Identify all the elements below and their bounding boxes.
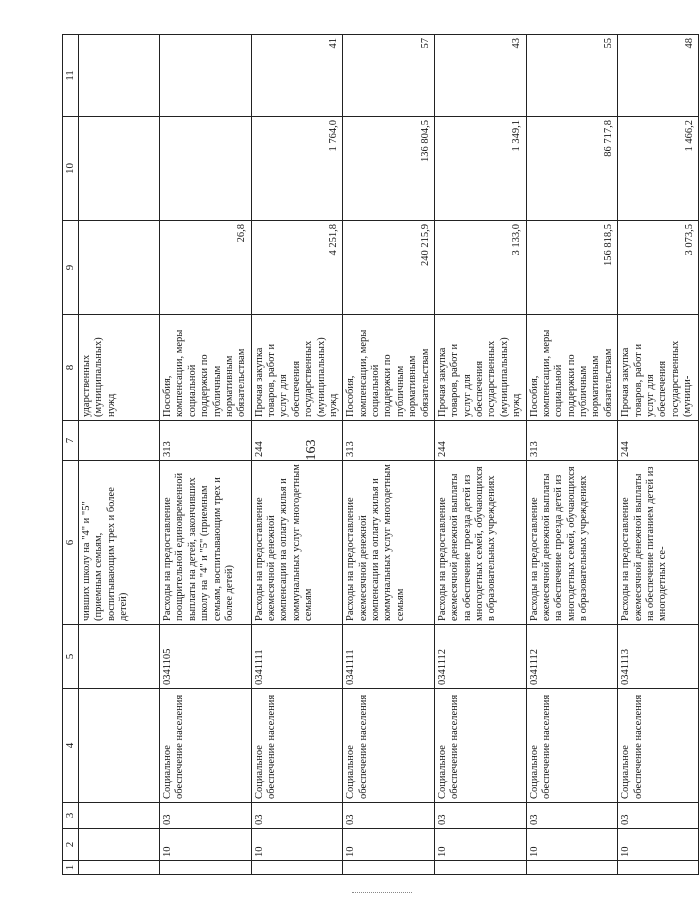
cell-expense-type-code: 244 xyxy=(434,421,526,461)
col-header-1: 1 xyxy=(63,861,79,875)
scan-mark xyxy=(352,888,412,893)
page-number: 163 xyxy=(304,439,319,461)
cell-expense-type-name: ударственных (муниципальных) нужд xyxy=(79,315,160,421)
cell-expense-type-name: Прочая закупка товаров, работ и услуг для обеспечения государственных (муниципальных) нужд xyxy=(251,315,343,421)
cell-expense-type-name: Пособия, компенсации, меры социальной поддержки по публичным нормативным обязательствам xyxy=(343,315,435,421)
cell-actual-amount: 1 349,1 xyxy=(434,117,526,221)
cell-target-code: 0341105 xyxy=(160,625,252,689)
cell-expense-type-name: Пособия, компенсации, меры социальной поддержки по публичным нормативным обязательствам xyxy=(526,315,618,421)
cell-actual-amount: 1 764,0 xyxy=(251,117,343,221)
col-header-5: 5 xyxy=(63,625,79,689)
cell-actual-amount: 136 804,5 xyxy=(343,117,435,221)
cell-plan-amount: 3 073,5 xyxy=(618,221,699,315)
cell-section: 10 xyxy=(343,829,435,861)
table-row xyxy=(251,35,343,875)
cell-expense-type-name: Прочая закупка товаров, работ и услуг для обеспечения государственных (муниципальных) нужд xyxy=(434,315,526,421)
cell-percent xyxy=(79,35,160,117)
cell-expense-type-code: 244 xyxy=(251,421,343,461)
cell-expense-description: Расходы на предоставление поощрительной единовременной выплаты на детей, закончивших школу на "4" и "5" (приемным семьям, воспитывающим трех и более детей) xyxy=(160,461,252,625)
col-header-8: 8 xyxy=(63,315,79,421)
col-header-11: 11 xyxy=(63,35,79,117)
cell-percent: 55 xyxy=(526,35,618,117)
col-header-6: 6 xyxy=(63,461,79,625)
cell-expense-type-code xyxy=(79,421,160,461)
cell-plan-amount: 4 251,8 xyxy=(251,221,343,315)
cell-subsection: 03 xyxy=(343,803,435,829)
cell-section xyxy=(79,829,160,861)
cell-expense-description: Расходы на предоставление ежемесячной денежной выплаты на обеспечение проезда детей из многодетных семей, обучающихся в образовательных учреждениях xyxy=(526,461,618,625)
cell-section: 10 xyxy=(434,829,526,861)
cell-actual-amount xyxy=(79,117,160,221)
cell-col1 xyxy=(526,861,618,875)
cell-col1 xyxy=(434,861,526,875)
cell-expense-description: Расходы на предоставление ежемесячной денежной выплаты на обеспечение питанием детей из многодетных се- xyxy=(618,461,699,625)
col-header-2: 2 xyxy=(63,829,79,861)
table-container xyxy=(62,35,695,875)
rotated-table-frame xyxy=(62,35,695,875)
cell-target-code: 0341112 xyxy=(526,625,618,689)
cell-section-name: Социальное обеспечение населения xyxy=(343,689,435,803)
cell-percent xyxy=(160,35,252,117)
table-row xyxy=(526,35,618,875)
cell-target-code: 0341111 xyxy=(343,625,435,689)
table-row xyxy=(343,35,435,875)
cell-section-name xyxy=(79,689,160,803)
cell-plan-amount: 156 818,5 xyxy=(526,221,618,315)
cell-expense-type-code: 313 xyxy=(160,421,252,461)
cell-plan-amount: 240 215,9 xyxy=(343,221,435,315)
col-header-10: 10 xyxy=(63,117,79,221)
cell-plan-amount: 26,8 xyxy=(160,221,252,315)
cell-plan-amount: 3 133,0 xyxy=(434,221,526,315)
cell-expense-type-code: 313 xyxy=(526,421,618,461)
col-header-7: 7 xyxy=(63,421,79,461)
cell-section-name: Социальное обеспечение населения xyxy=(434,689,526,803)
cell-percent: 57 xyxy=(343,35,435,117)
table-row xyxy=(160,35,252,875)
cell-expense-type-name: Пособия, компенсации, меры социальной поддержки по публичным нормативным обязательствам xyxy=(160,315,252,421)
cell-percent: 43 xyxy=(434,35,526,117)
cell-expense-description: Расходы на предоставление ежемесячной денежной компенсации на оплату жилья и коммунальных услуг многодетным семьям xyxy=(343,461,435,625)
cell-percent: 48 xyxy=(618,35,699,117)
cell-section-name: Социальное обеспечение населения xyxy=(526,689,618,803)
cell-expense-description: Расходы на предоставление ежемесячной денежной компенсации на оплату жилья и коммунальных услуг многодетным семьям xyxy=(251,461,343,625)
cell-subsection: 03 xyxy=(160,803,252,829)
cell-expense-description: чивших школу на "4" и "5" (приемным семьям, воспитывающим трех и более детей) xyxy=(79,461,160,625)
cell-section-name: Социальное обеспечение населения xyxy=(160,689,252,803)
table-row xyxy=(618,35,699,875)
cell-target-code: 0341112 xyxy=(434,625,526,689)
cell-actual-amount xyxy=(160,117,252,221)
cell-subsection: 03 xyxy=(434,803,526,829)
cell-subsection xyxy=(79,803,160,829)
cell-target-code xyxy=(79,625,160,689)
cell-target-code: 0341113 xyxy=(618,625,699,689)
cell-section-name: Социальное обеспечение населения xyxy=(618,689,699,803)
cell-expense-type-code: 313 xyxy=(343,421,435,461)
cell-subsection: 03 xyxy=(618,803,699,829)
cell-col1 xyxy=(343,861,435,875)
col-header-9: 9 xyxy=(63,221,79,315)
cell-expense-type-name: Прочая закупка товаров, работ и услуг для обеспечения государственных (муници- xyxy=(618,315,699,421)
cell-section: 10 xyxy=(618,829,699,861)
cell-section-name: Социальное обеспечение населения xyxy=(251,689,343,803)
table-row xyxy=(79,35,160,875)
cell-plan-amount xyxy=(79,221,160,315)
cell-subsection: 03 xyxy=(526,803,618,829)
cell-col1 xyxy=(160,861,252,875)
cell-col1 xyxy=(251,861,343,875)
col-header-3: 3 xyxy=(63,803,79,829)
cell-section: 10 xyxy=(526,829,618,861)
cell-actual-amount: 1 466,2 xyxy=(618,117,699,221)
col-header-4: 4 xyxy=(63,689,79,803)
cell-section: 10 xyxy=(160,829,252,861)
cell-target-code: 0341111 xyxy=(251,625,343,689)
cell-percent: 41 xyxy=(251,35,343,117)
table-row xyxy=(434,35,526,875)
cell-expense-type-code: 244 xyxy=(618,421,699,461)
cell-section: 10 xyxy=(251,829,343,861)
cell-subsection: 03 xyxy=(251,803,343,829)
budget-table xyxy=(62,34,699,875)
header-row xyxy=(63,35,79,875)
cell-col1 xyxy=(79,861,160,875)
cell-expense-description: Расходы на предоставление ежемесячной денежной выплаты на обеспечение проезда детей из многодетных семей, обучающихся в образовательных учреждениях xyxy=(434,461,526,625)
cell-col1 xyxy=(618,861,699,875)
cell-actual-amount: 86 717,8 xyxy=(526,117,618,221)
